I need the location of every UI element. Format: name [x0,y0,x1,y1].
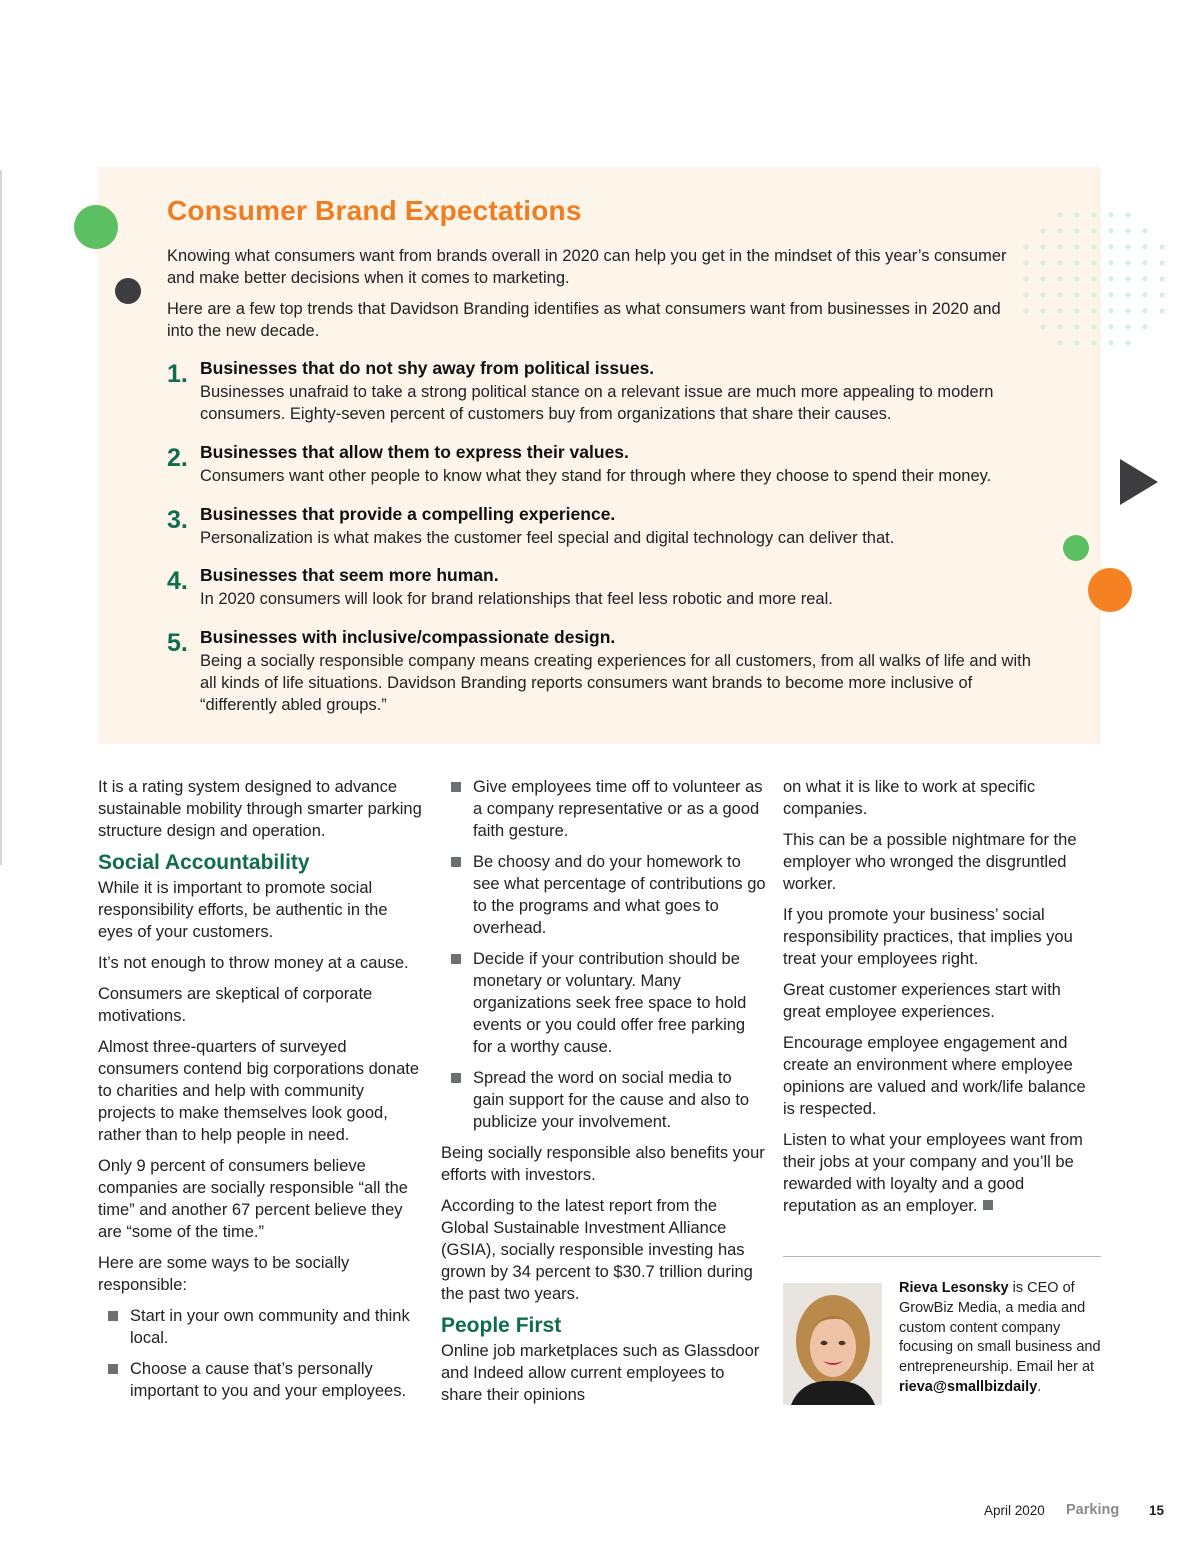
trend-body: Businesses unafraid to take a strong political stance on a relevant issue are much more appealing to modern consumers. Eighty-seven percent of customers buy from organizations that share their causes. [200,383,994,423]
grid-dot [1142,244,1147,249]
grid-dot [1159,260,1164,265]
grid-dot [1040,308,1045,313]
trend-heading: Businesses that do not shy away from political issues. [200,358,655,378]
bullet-square-icon [108,1311,118,1321]
paragraph: Being socially responsible also benefits your efforts with investors. [441,1144,765,1184]
grid-dot [1108,212,1113,217]
trend-heading: Businesses that allow them to express their values. [200,442,629,462]
author-name: Rieva Lesonsky [899,1280,1009,1296]
grid-dot [1091,276,1096,281]
grid-dot [1091,308,1096,313]
dark-circle-decoration [115,278,141,304]
grid-dot [1125,244,1130,249]
list-item-text: Decide if your contribution should be monetary or voluntary. Many organizations seek free space to hold events or you could offer free parking for a worthy cause. [473,950,747,1056]
paragraph: Almost three-quarters of surveyed consumers contend big corporations donate to charities and help with community projects to make themselves look good, rather than to help people in need. [98,1038,420,1144]
grid-dot [1057,324,1062,329]
paragraph: While it is important to promote social responsibility efforts, be authentic in the eyes of your customers. [98,879,388,941]
grid-dot [1040,244,1045,249]
grid-dot [1142,260,1147,265]
grid-dot [1159,308,1164,313]
list-item [98,1358,423,1402]
next-page-arrow-icon [1120,459,1158,505]
grid-dot [1125,324,1130,329]
trend-body: Being a socially responsible company means creating experiences for all customers, from all walks of life and with all kinds of life situations. Davidson Branding reports consumers want brands to become more inclusive of “differently abled groups.” [200,652,1031,714]
grid-dot [1057,340,1062,345]
grid-dot [1074,308,1079,313]
small-green-circle-decoration [1063,535,1089,561]
footer-publication: Parking [1066,1502,1120,1518]
trend-item-3 [167,504,1067,552]
grid-dot [1108,228,1113,233]
grid-dot [1125,276,1130,281]
dot-grid-decoration [1018,207,1168,352]
grid-dot [1142,292,1147,297]
grid-dot [1074,276,1079,281]
grid-dot [1125,260,1130,265]
grid-dot [1091,340,1096,345]
sidebar-intro-1: Knowing what consumers want from brands overall in 2020 can help you get in the mindset of this year’s consumer and make better decisions when it comes to marketing. [167,247,1007,287]
paragraph: Great customer experiences start with great employee experiences. [783,981,1061,1021]
grid-dot [1108,308,1113,313]
grid-dot [1074,340,1079,345]
grid-dot [1125,308,1130,313]
grid-dot [1142,324,1147,329]
trend-body: Consumers want other people to know what they stand for through where they choose to spend their money. [200,467,992,485]
paragraph: Encourage employee engagement and create an environment where employee opinions are valued and work/life balance is respected. [783,1034,1086,1118]
article-column-2 [441,776,766,1415]
paragraph: If you promote your business’ social responsibility practices, that implies you treat your employees right. [783,906,1073,968]
page-edge-rule [0,170,2,865]
grid-dot [1091,260,1096,265]
article-column-1 [98,776,423,1411]
bullet-square-icon [451,954,461,964]
grid-dot [1108,340,1113,345]
list-item-text: Start in your own community and think local. [130,1307,410,1347]
trend-number: 1. [167,360,188,388]
bullet-square-icon [108,1364,118,1374]
grid-dot [1023,244,1028,249]
trend-heading: Businesses that seem more human. [200,565,499,585]
grid-dot [1057,228,1062,233]
grid-dot [1108,276,1113,281]
trend-item-5 [167,627,1067,719]
grid-dot [1023,292,1028,297]
bio-divider [783,1256,1101,1257]
grid-dot [1125,212,1130,217]
trend-number: 5. [167,629,188,657]
grid-dot [1108,324,1113,329]
trend-heading: Businesses with inclusive/compassionate design. [200,627,616,647]
subheading-people-first: People First [441,1314,562,1337]
list-item [441,1067,766,1133]
trend-body: In 2020 consumers will look for brand relationships that feel less robotic and more real. [200,590,833,608]
grid-dot [1125,292,1130,297]
grid-dot [1091,212,1096,217]
sidebar-title: Consumer Brand Expectations [167,195,582,226]
grid-dot [1040,276,1045,281]
author-email[interactable]: rieva@smallbizdaily [899,1378,1038,1395]
grid-dot [1057,308,1062,313]
trend-item-4 [167,565,1067,613]
paragraph: It is a rating system designed to advance sustainable mobility through smarter parking structure design and operation. [98,778,422,840]
author-photo [783,1283,882,1405]
trend-item-2 [167,442,1067,490]
author-bio [899,1279,1109,1398]
grid-dot [1074,324,1079,329]
list-item-text: Give employees time off to volunteer as a company representative or as a good faith gesture. [473,778,763,840]
grid-dot [1142,308,1147,313]
trend-item-1 [167,358,1067,428]
bullet-square-icon [451,857,461,867]
page-number: 15 [1149,1503,1165,1518]
trend-number: 3. [167,506,188,534]
article-column-3 [783,776,1101,1226]
footer-date: April 2020 [984,1503,1045,1518]
paragraph: This can be a possible nightmare for the employer who wronged the disgruntled worker. [783,831,1077,893]
grid-dot [1074,260,1079,265]
grid-dot [1074,212,1079,217]
grid-dot [1142,276,1147,281]
grid-dot [1040,292,1045,297]
grid-dot [1108,292,1113,297]
bullet-square-icon [451,782,461,792]
paragraph: According to the latest report from the Global Sustainable Investment Alliance (GSIA), socially responsible investing has grown by 34 percent to $30.7 trillion during the past two years. [441,1197,753,1303]
trend-number: 2. [167,444,188,472]
grid-dot [1108,244,1113,249]
paragraph: Only 9 percent of consumers believe companies are socially responsible “all the time” and another 67 percent believe they are “some of the time.” [98,1157,408,1241]
grid-dot [1091,228,1096,233]
grid-dot [1125,340,1130,345]
list-item-text: Be choosy and do your homework to see what percentage of contributions go to the programs and what goes to overhead. [473,853,766,937]
grid-dot [1040,228,1045,233]
grid-dot [1023,276,1028,281]
sidebar-intro-2: Here are a few top trends that Davidson Branding identifies as what consumers want from businesses in 2020 and into the new decade. [167,300,1001,340]
grid-dot [1159,244,1164,249]
list-item-text: Spread the word on social media to gain support for the cause and also to publicize your involvement. [473,1069,750,1131]
list-item [441,948,766,1058]
bullet-square-icon [451,1073,461,1083]
bio-end-punct: . [1037,1378,1042,1395]
green-circle-decoration [74,205,118,249]
paragraph: on what it is like to work at specific companies. [783,778,1036,818]
grid-dot [1023,260,1028,265]
paragraph: It’s not enough to throw money at a cause. [98,954,409,972]
grid-dot [1091,324,1096,329]
paragraph: Here are some ways to be socially responsible: [98,1254,350,1294]
paragraph: Online job marketplaces such as Glassdoor and Indeed allow current employees to share their opinions [441,1342,760,1404]
grid-dot [1057,292,1062,297]
author-bio-text: is CEO of GrowBiz Media, a media and custom content company focusing on small business and entrepreneurship. Email her at [899,1280,1101,1376]
grid-dot [1125,228,1130,233]
grid-dot [1057,276,1062,281]
paragraph-final [783,1129,1101,1217]
grid-dot [1040,260,1045,265]
grid-dot [1023,308,1028,313]
subheading-social-accountability: Social Accountability [98,851,310,874]
grid-dot [1074,292,1079,297]
grid-dot [1159,292,1164,297]
grid-dot [1142,228,1147,233]
grid-dot [1108,260,1113,265]
end-of-article-mark [983,1200,993,1210]
grid-dot [1091,244,1096,249]
trend-number: 4. [167,567,188,595]
grid-dot [1057,212,1062,217]
paragraph: Consumers are skeptical of corporate motivations. [98,985,373,1025]
grid-dot [1040,324,1045,329]
grid-dot [1159,276,1164,281]
grid-dot [1074,228,1079,233]
grid-dot [1091,292,1096,297]
orange-circle-decoration [1088,568,1132,612]
list-item-text: Choose a cause that’s personally important to you and your employees. [130,1360,407,1400]
list-item [98,1305,423,1349]
grid-dot [1057,244,1062,249]
trend-body: Personalization is what makes the customer feel special and digital technology can deliver that. [200,529,895,547]
trend-heading: Businesses that provide a compelling experience. [200,504,616,524]
list-item [441,776,766,842]
final-paragraph-text: Listen to what your employees want from their jobs at your company and you’ll be rewarded with loyalty and a good reputation as an employer. [783,1131,1083,1215]
list-item [441,851,766,939]
grid-dot [1057,260,1062,265]
grid-dot [1074,244,1079,249]
